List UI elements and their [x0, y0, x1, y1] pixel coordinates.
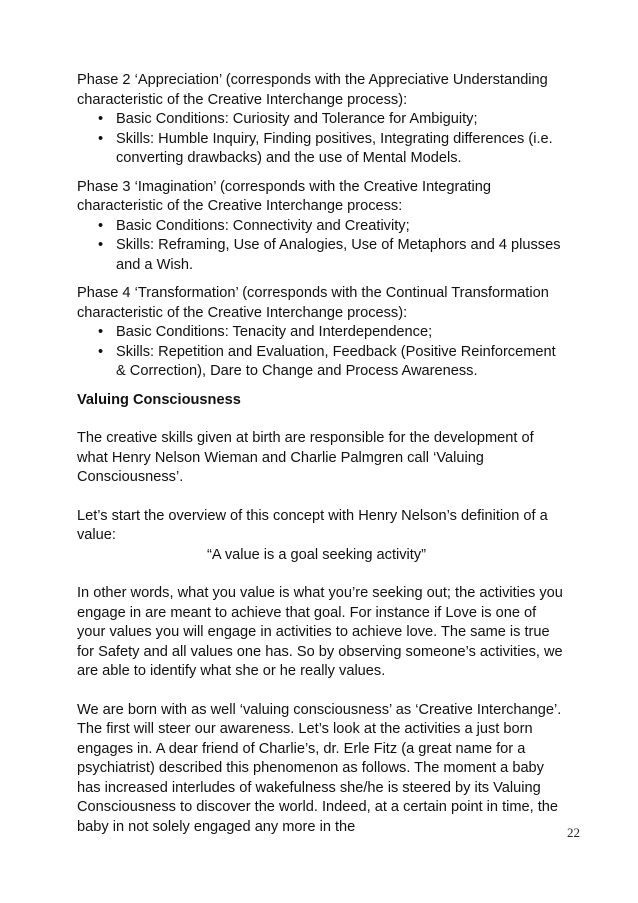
phase-3-intro: Phase 3 ‘Imagination’ (corresponds with the Creative Integrating characteristic of the Creative Interchange process: — [77, 178, 491, 214]
page-number: 22 — [567, 825, 580, 840]
phase-3-bullet: • Skills: Reframing, Use of Analogies, Use of Metaphors and 4 plusses and a Wish. — [77, 236, 567, 275]
section-heading: Valuing Consciousness — [77, 391, 241, 408]
phase-4-intro: Phase 4 ‘Transformation’ (corresponds with the Continual Transformation characteristic of the Creative Interchange process): — [77, 285, 549, 321]
quote: “A value is a goal seeking activity” — [207, 546, 427, 563]
phase-3-bullet: • Basic Conditions: Connectivity and Creativity; — [77, 217, 567, 237]
document-page — [77, 71, 567, 837]
paragraph: We are born with as well ‘valuing consciousness’ as ‘Creative Interchange’. The first will steer our awareness. Let’s look at the activities a just born engages in. A dear friend of Charlie’s, dr. Erle Fitz (a great name for a psychiatrist) described this phenomenon as follows. The moment a baby has increased interludes of wakefulness she/he is steered by its Valuing Consciousness to discover the world. Indeed, at a certain point in time, the baby in not solely engaged any more in the — [77, 701, 562, 835]
phase-3-bullets — [77, 217, 567, 276]
phase-4-bullets — [77, 323, 567, 382]
phase-3-block — [77, 178, 567, 276]
paragraph: Let’s start the overview of this concept with Henry Nelson’s definition of a value: — [77, 507, 548, 543]
phase-2-block — [77, 71, 567, 169]
paragraph: The creative skills given at birth are responsible for the development of what Henry Nelson Wieman and Charlie Palmgren call ‘Valuing Consciousness’. — [77, 430, 534, 485]
phase-4-block — [77, 284, 567, 382]
phase-2-bullet: • Basic Conditions: Curiosity and Tolerance for Ambiguity; — [77, 110, 567, 130]
phase-4-bullet: • Basic Conditions: Tenacity and Interdependence; — [77, 323, 567, 343]
phase-4-bullet: • Skills: Repetition and Evaluation, Feedback (Positive Reinforcement & Correction), Dare to Change and Process Awareness. — [77, 343, 567, 382]
paragraph: In other words, what you value is what you’re seeking out; the activities you engage in are meant to achieve that goal. For instance if Love is one of your values you will engage in activities to achieve love. The same is true for Safety and all values one has. So by observing someone’s activities, we are able to identify what she or he really values. — [77, 585, 563, 679]
phase-2-bullets — [77, 110, 567, 169]
phase-2-intro: Phase 2 ‘Appreciation’ (corresponds with the Appreciative Understanding characteristic of the Creative Interchange process): — [77, 72, 548, 108]
phase-2-bullet: • Skills: Humble Inquiry, Finding positives, Integrating differences (i.e. converting drawbacks) and the use of Mental Models. — [77, 130, 567, 169]
